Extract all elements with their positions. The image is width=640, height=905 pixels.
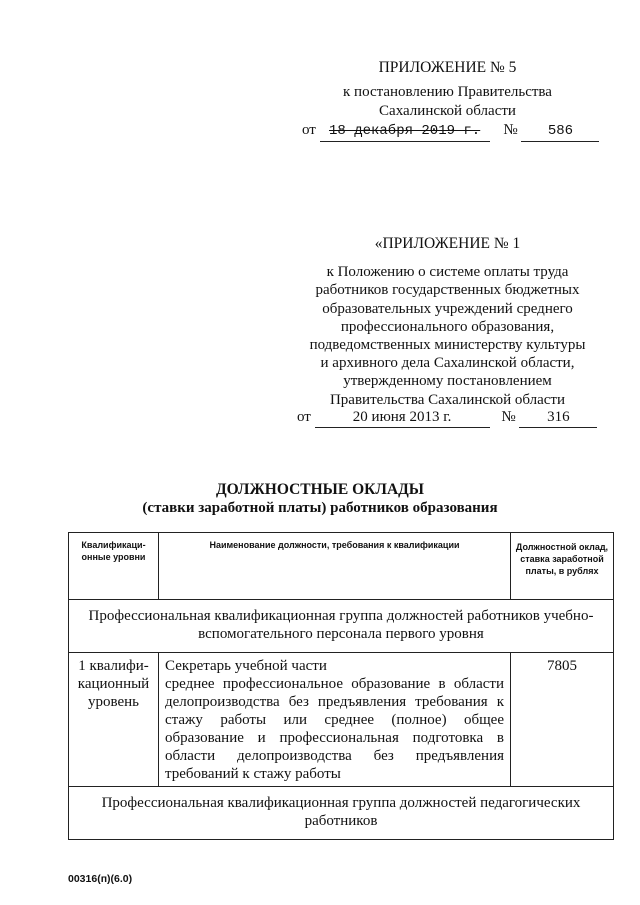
- table-row: [69, 653, 614, 787]
- document-code: 00316(п)(6.0): [68, 873, 133, 885]
- annex5-block: [330, 58, 565, 121]
- row1-position: [159, 653, 511, 787]
- table-group-row: [69, 600, 614, 653]
- annex1-line: к Положению о системе оплаты труда: [326, 264, 569, 281]
- annex1-title: «ПРИЛОЖЕНИЕ № 1: [374, 235, 521, 252]
- annex1-number: 316: [519, 408, 597, 428]
- annex1-block: [300, 235, 595, 409]
- annex5-date: 18 декабря 2019 г.: [320, 122, 490, 142]
- annex1-from-label: от: [297, 409, 311, 425]
- table-group-row: [69, 787, 614, 840]
- annex5-title: ПРИЛОЖЕНИЕ № 5: [378, 59, 517, 76]
- annex1-line: Правительства Сахалинской области: [329, 391, 566, 408]
- page-subtitle: (ставки заработной платы) работников образования: [142, 500, 498, 516]
- annex1-line: утвержденному постановлением: [343, 373, 552, 390]
- annex5-ref-line: [302, 121, 599, 142]
- annex1-date: 20 июня 2013 г.: [315, 408, 490, 428]
- annex1-line: образовательных учреждений среднего: [322, 300, 573, 317]
- annex1-line: работников государственных бюджетных: [315, 282, 580, 299]
- annex5-line2: Сахалинской области: [379, 103, 516, 119]
- group-title-1: Профессиональная квалификационная группа должностей работников учебно-вспомогательного персонала первого уровня: [69, 600, 614, 653]
- row1-position-title: Секретарь учебной части: [165, 658, 327, 674]
- header-position: Наименование должности, требования к квалификации: [159, 533, 511, 600]
- header-salary: Должностной оклад, ставка заработной платы, в рублях: [511, 533, 614, 600]
- group-title-2: Профессиональная квалификационная группа должностей педагогических работников: [69, 787, 614, 840]
- row1-requirements: среднее профессиональное образование в области делопроизводства без предъявления требования к стажу работы или среднее (полное) общее образование и профессиональная подготовка в области делопроизводства без предъявления требований к стажу работы: [165, 676, 504, 782]
- salary-table: [68, 532, 614, 840]
- table-header-row: [69, 533, 614, 600]
- annex5-number: 586: [521, 122, 599, 142]
- annex5-num-label: №: [503, 122, 518, 138]
- annex5-line1: к постановлению Правительства: [343, 84, 552, 100]
- row1-level: 1 квалифи-кационный уровень: [69, 653, 159, 787]
- page-title: ДОЛЖНОСТНЫЕ ОКЛАДЫ: [215, 481, 425, 498]
- header-level: Квалификаци-онные уровни: [69, 533, 159, 600]
- row1-salary: 7805: [511, 653, 614, 787]
- annex5-from-label: от: [302, 122, 316, 138]
- annex1-line: и архивного дела Сахалинской области,: [320, 355, 575, 372]
- annex1-line: профессионального образования,: [340, 318, 555, 335]
- annex1-line: подведомственных министерству культуры: [309, 337, 586, 354]
- annex1-num-label: №: [501, 409, 516, 425]
- annex1-ref-line: [297, 408, 597, 428]
